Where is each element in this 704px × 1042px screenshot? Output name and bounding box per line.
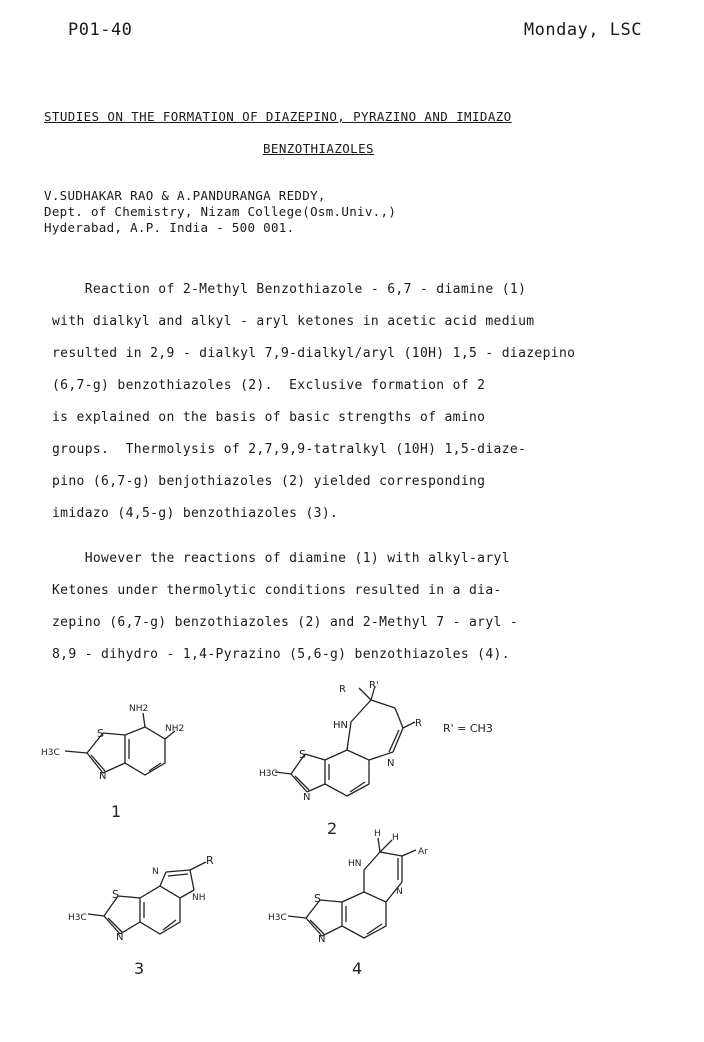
structure-1-bonds	[65, 713, 175, 775]
structure-1	[25, 695, 215, 825]
nitrogen-label: N	[99, 771, 107, 782]
structure-2	[255, 672, 535, 840]
r-prime-label: R'	[369, 680, 379, 691]
paragraph-line: However the reactions of diamine (1) with alkyl-aryl	[52, 551, 510, 566]
paragraph-line: groups. Thermolysis of 2,7,9,9-tatralkyl (10H) 1,5-diaze-	[52, 442, 527, 457]
amino-label: NH2	[129, 704, 149, 714]
methyl-label: H3C	[41, 748, 60, 758]
title-line-2: BENZOTHIAZOLES	[263, 141, 374, 156]
author-department: Dept. of Chemistry, Nizam College(Osm.Univ.,)	[44, 204, 397, 219]
nitrogen-label: N	[396, 887, 403, 897]
title-line-1: STUDIES ON THE FORMATION OF DIAZEPINO, PYRAZINO AND IMIDAZO	[44, 109, 512, 124]
aryl-label: Ar	[418, 847, 428, 857]
paragraph-line: imidazo (4,5-g) benzothiazoles (3).	[52, 506, 339, 521]
sulfur-label: S	[97, 727, 104, 740]
nitrogen-label: N	[387, 758, 395, 769]
amino-label: NH2	[165, 724, 185, 734]
nitrogen-label: N	[116, 932, 124, 943]
paragraph-2	[52, 543, 518, 671]
structure-number: 4	[352, 959, 363, 978]
r-label: R	[415, 718, 422, 729]
paragraph-line: Ketones under thermolytic conditions resulted in a dia-	[52, 583, 502, 598]
author-address: Hyderabad, A.P. India - 500 001.	[44, 220, 295, 235]
h-label: H	[392, 833, 399, 843]
paragraph-line: is explained on the basis of basic strengths of amino	[52, 410, 486, 425]
paragraph-1	[52, 274, 575, 530]
paragraph-line: zepino (6,7-g) benzothiazoles (2) and 2-Methyl 7 - aryl -	[52, 615, 519, 630]
paragraph-line: pino (6,7-g) benjothiazoles (2) yielded corresponding	[52, 474, 486, 489]
nitrogen-label: N	[303, 792, 311, 803]
nitrogen-label: N	[318, 934, 326, 945]
sulfur-label: S	[112, 888, 119, 901]
author-names: V.SUDHAKAR RAO & A.PANDURANGA REDDY,	[44, 188, 326, 203]
sulfur-label: S	[314, 892, 321, 905]
structure-2-bonds	[275, 686, 415, 796]
nh-label: NH	[192, 893, 206, 903]
structure-4	[262, 820, 452, 980]
structure-number: 3	[134, 959, 145, 978]
h-label: H	[374, 829, 381, 839]
paragraph-line: with dialkyl and alkyl - aryl ketones in acetic acid medium	[52, 314, 535, 329]
methyl-label: H3C	[68, 913, 87, 923]
paragraph-line: (6,7-g) benzothiazoles (2). Exclusive formation of 2	[52, 378, 486, 393]
session-label: Monday, LSC	[523, 20, 642, 40]
methyl-label: H3C	[259, 769, 278, 779]
paragraph-line: Reaction of 2-Methyl Benzothiazole - 6,7 - diamine (1)	[52, 282, 527, 297]
hn-label: HN	[348, 859, 362, 869]
nitrogen-label: N	[152, 867, 159, 877]
paragraph-line: 8,9 - dihydro - 1,4-Pyrazino (5,6-g) benzothiazoles (4).	[52, 647, 510, 662]
structure-3	[60, 848, 250, 980]
abstract-code: P01-40	[68, 20, 133, 40]
structure-number: 2	[327, 819, 338, 838]
sulfur-label: S	[299, 748, 306, 761]
hn-label: HN	[333, 720, 348, 731]
paragraph-line: resulted in 2,9 - dialkyl 7,9-dialkyl/aryl (10H) 1,5 - diazepino	[52, 346, 576, 361]
r-label: R	[339, 684, 346, 695]
methyl-label: H3C	[268, 913, 287, 923]
r-prime-note: R' = CH3	[443, 722, 493, 735]
r-label: R	[206, 854, 214, 867]
author-block	[44, 188, 396, 236]
structure-3-bonds	[88, 862, 206, 934]
structure-number: 1	[111, 802, 122, 821]
